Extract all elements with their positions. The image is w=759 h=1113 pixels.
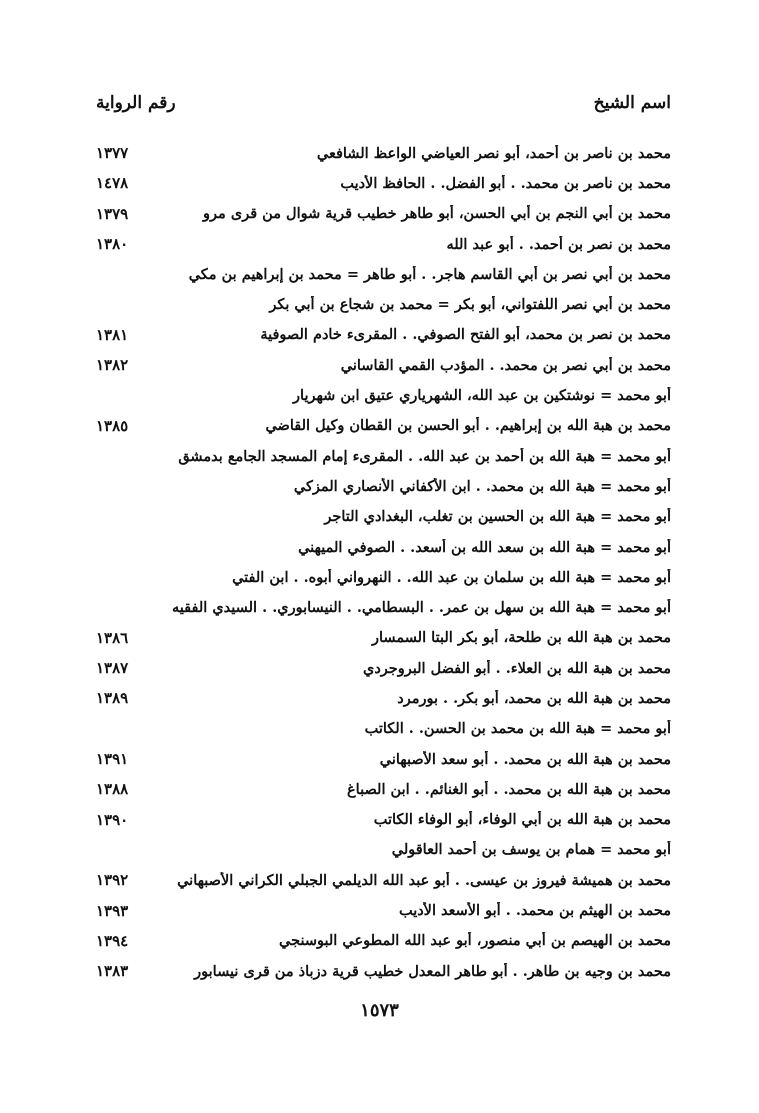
entry-name: محمد بن أبي النجم بن أبي الحسن، أبو طاهر خطيب قرية شوال من قرى مرو (203, 205, 671, 223)
entry-name: محمد بن هبة الله بن العلاء. . أبو الفضل البروجردي (362, 659, 671, 677)
entry-name: محمد بن هبة الله بن محمد. . أبو سعد الأصبهاني (379, 750, 671, 768)
list-item (96, 805, 671, 835)
entry-number: ١٣٨٦ (96, 628, 129, 647)
entry-number: ١٣٨١ (96, 325, 129, 344)
number-column-heading: رقم الرواية (96, 93, 176, 113)
list-item (96, 411, 671, 441)
entry-number: ١٣٨٥ (96, 416, 129, 435)
entry-name: محمد بن أبي نصر بن أبي القاسم هاجر. . أبو طاهر = محمد بن إبراهيم بن مكي (188, 265, 671, 283)
entry-number: ١٣٧٩ (96, 204, 129, 223)
entry-name: محمد بن هميشة فيروز بن عيسى. . أبو عبد الله الديلمي الجبلي الكراني الأصبهاني (177, 871, 671, 889)
entry-list (96, 138, 671, 986)
entry-name: أبو محمد = هبة الله بن محمد. . ابن الأكفاني الأنصاري المزكي (293, 477, 671, 495)
name-column-heading: اسم الشيخ (593, 93, 671, 113)
entry-name: أبو محمد = هبة الله بن الحسين بن تغلب، البغدادي التاجر (324, 508, 671, 526)
list-item (96, 380, 671, 410)
list-item (96, 653, 671, 683)
entry-number: ١٣٩٠ (96, 810, 129, 829)
entry-name: محمد بن الهيصم بن أبي منصور، أبو عبد الله المطوعي البوسنجي (279, 932, 671, 950)
entry-name: محمد بن أبي نصر بن محمد. . المؤدب القمي القاساني (340, 356, 671, 374)
entry-number: ١٣٩٢ (96, 871, 129, 890)
list-item (96, 441, 671, 471)
entry-name: أبو محمد = هبة الله بن أحمد بن عبد الله. . المقرىء إمام المسجد الجامع بدمشق (178, 447, 671, 465)
list-item (96, 744, 671, 774)
list-item (96, 623, 671, 653)
list-item (96, 320, 671, 350)
list-item (96, 168, 671, 198)
entry-name: أبو محمد = هبة الله بن سلمان بن عبد الله. . النهرواني أبوه. . ابن الفتي (232, 568, 671, 586)
entry-name: محمد بن أبي نصر اللفتواني، أبو بكر = محمد بن شجاع بن أبي بكر (269, 296, 671, 314)
entry-name: محمد بن ناصر بن أحمد، أبو نصر العياضي الواعظ الشافعي (316, 144, 671, 162)
entry-name: محمد بن هبة الله بن إبراهيم. . أبو الحسن بن القطان وكيل القاضي (265, 417, 671, 435)
entry-name: محمد بن نصر بن أحمد. . أبو عبد الله (446, 235, 671, 253)
entry-number: ١٣٨٨ (96, 780, 129, 799)
entry-name: محمد بن هبة الله بن طلحة، أبو بكر البتا السمسار (371, 629, 671, 647)
list-item (96, 259, 671, 289)
list-item (96, 502, 671, 532)
entry-number: ١٣٨٢ (96, 356, 129, 375)
entry-name: أبو محمد = نوشتكين بن عبد الله، الشهرياري عتيق ابن شهريار (293, 387, 671, 405)
list-item (96, 683, 671, 713)
entry-number: ١٤٧٨ (96, 174, 129, 193)
list-item (96, 562, 671, 592)
entry-number: ١٣٨٣ (96, 962, 129, 981)
entry-name: أبو محمد = هبة الله بن سهل بن عمر. . البسطامي. . النيسابوري. . السيدي الفقيه (172, 599, 671, 617)
entry-name: محمد بن هبة الله بن محمد. . أبو الغنائم. . ابن الصباغ (347, 780, 671, 798)
column-header (96, 86, 671, 120)
entry-name: أبو محمد = همام بن يوسف بن أحمد العاقولي (391, 841, 671, 859)
entry-number: ١٣٩٣ (96, 901, 129, 920)
entry-number: ١٣٨٠ (96, 235, 129, 254)
list-item (96, 592, 671, 622)
list-item (96, 895, 671, 925)
entry-name: محمد بن نصر بن محمد، أبو الفتح الصوفي. . المقرىء خادم الصوفية (260, 326, 671, 344)
entry-name: محمد بن وجيه بن طاهر. . أبو طاهر المعدل خطيب قرية دزباذ من قرى نيسابور (194, 962, 671, 980)
list-item (96, 471, 671, 501)
list-item (96, 835, 671, 865)
list-item (96, 229, 671, 259)
page-number: ١٥٧٣ (360, 1000, 399, 1021)
entry-number: ١٣٩٤ (96, 931, 129, 950)
list-item (96, 865, 671, 895)
list-item (96, 532, 671, 562)
entry-name: أبو محمد = هبة الله بن محمد بن الحسن. . الكاتب (364, 720, 671, 738)
entry-name: محمد بن هبة الله بن محمد، أبو بكر. . بورمرد (397, 689, 671, 707)
entry-name: محمد بن هبة الله بن أبي الوفاء، أبو الوفاء الكاتب (373, 811, 671, 829)
entry-name: محمد بن ناصر بن محمد. . أبو الفضل. . الحافظ الأديب (340, 174, 671, 192)
entry-name: أبو محمد = هبة الله بن سعد الله بن أسعد. . الصوفي الميهني (298, 538, 671, 556)
list-item (96, 774, 671, 804)
list-item (96, 350, 671, 380)
entry-number: ١٣٨٧ (96, 659, 129, 678)
entry-name: محمد بن الهيثم بن محمد. . أبو الأسعد الأديب (398, 902, 671, 920)
entry-number: ١٣٩١ (96, 750, 129, 769)
list-item (96, 956, 671, 986)
list-item (96, 138, 671, 168)
list-item (96, 289, 671, 319)
list-item (96, 714, 671, 744)
entry-number: ١٣٨٩ (96, 689, 129, 708)
list-item (96, 926, 671, 956)
entry-number: ١٣٧٧ (96, 144, 129, 163)
list-item (96, 199, 671, 229)
